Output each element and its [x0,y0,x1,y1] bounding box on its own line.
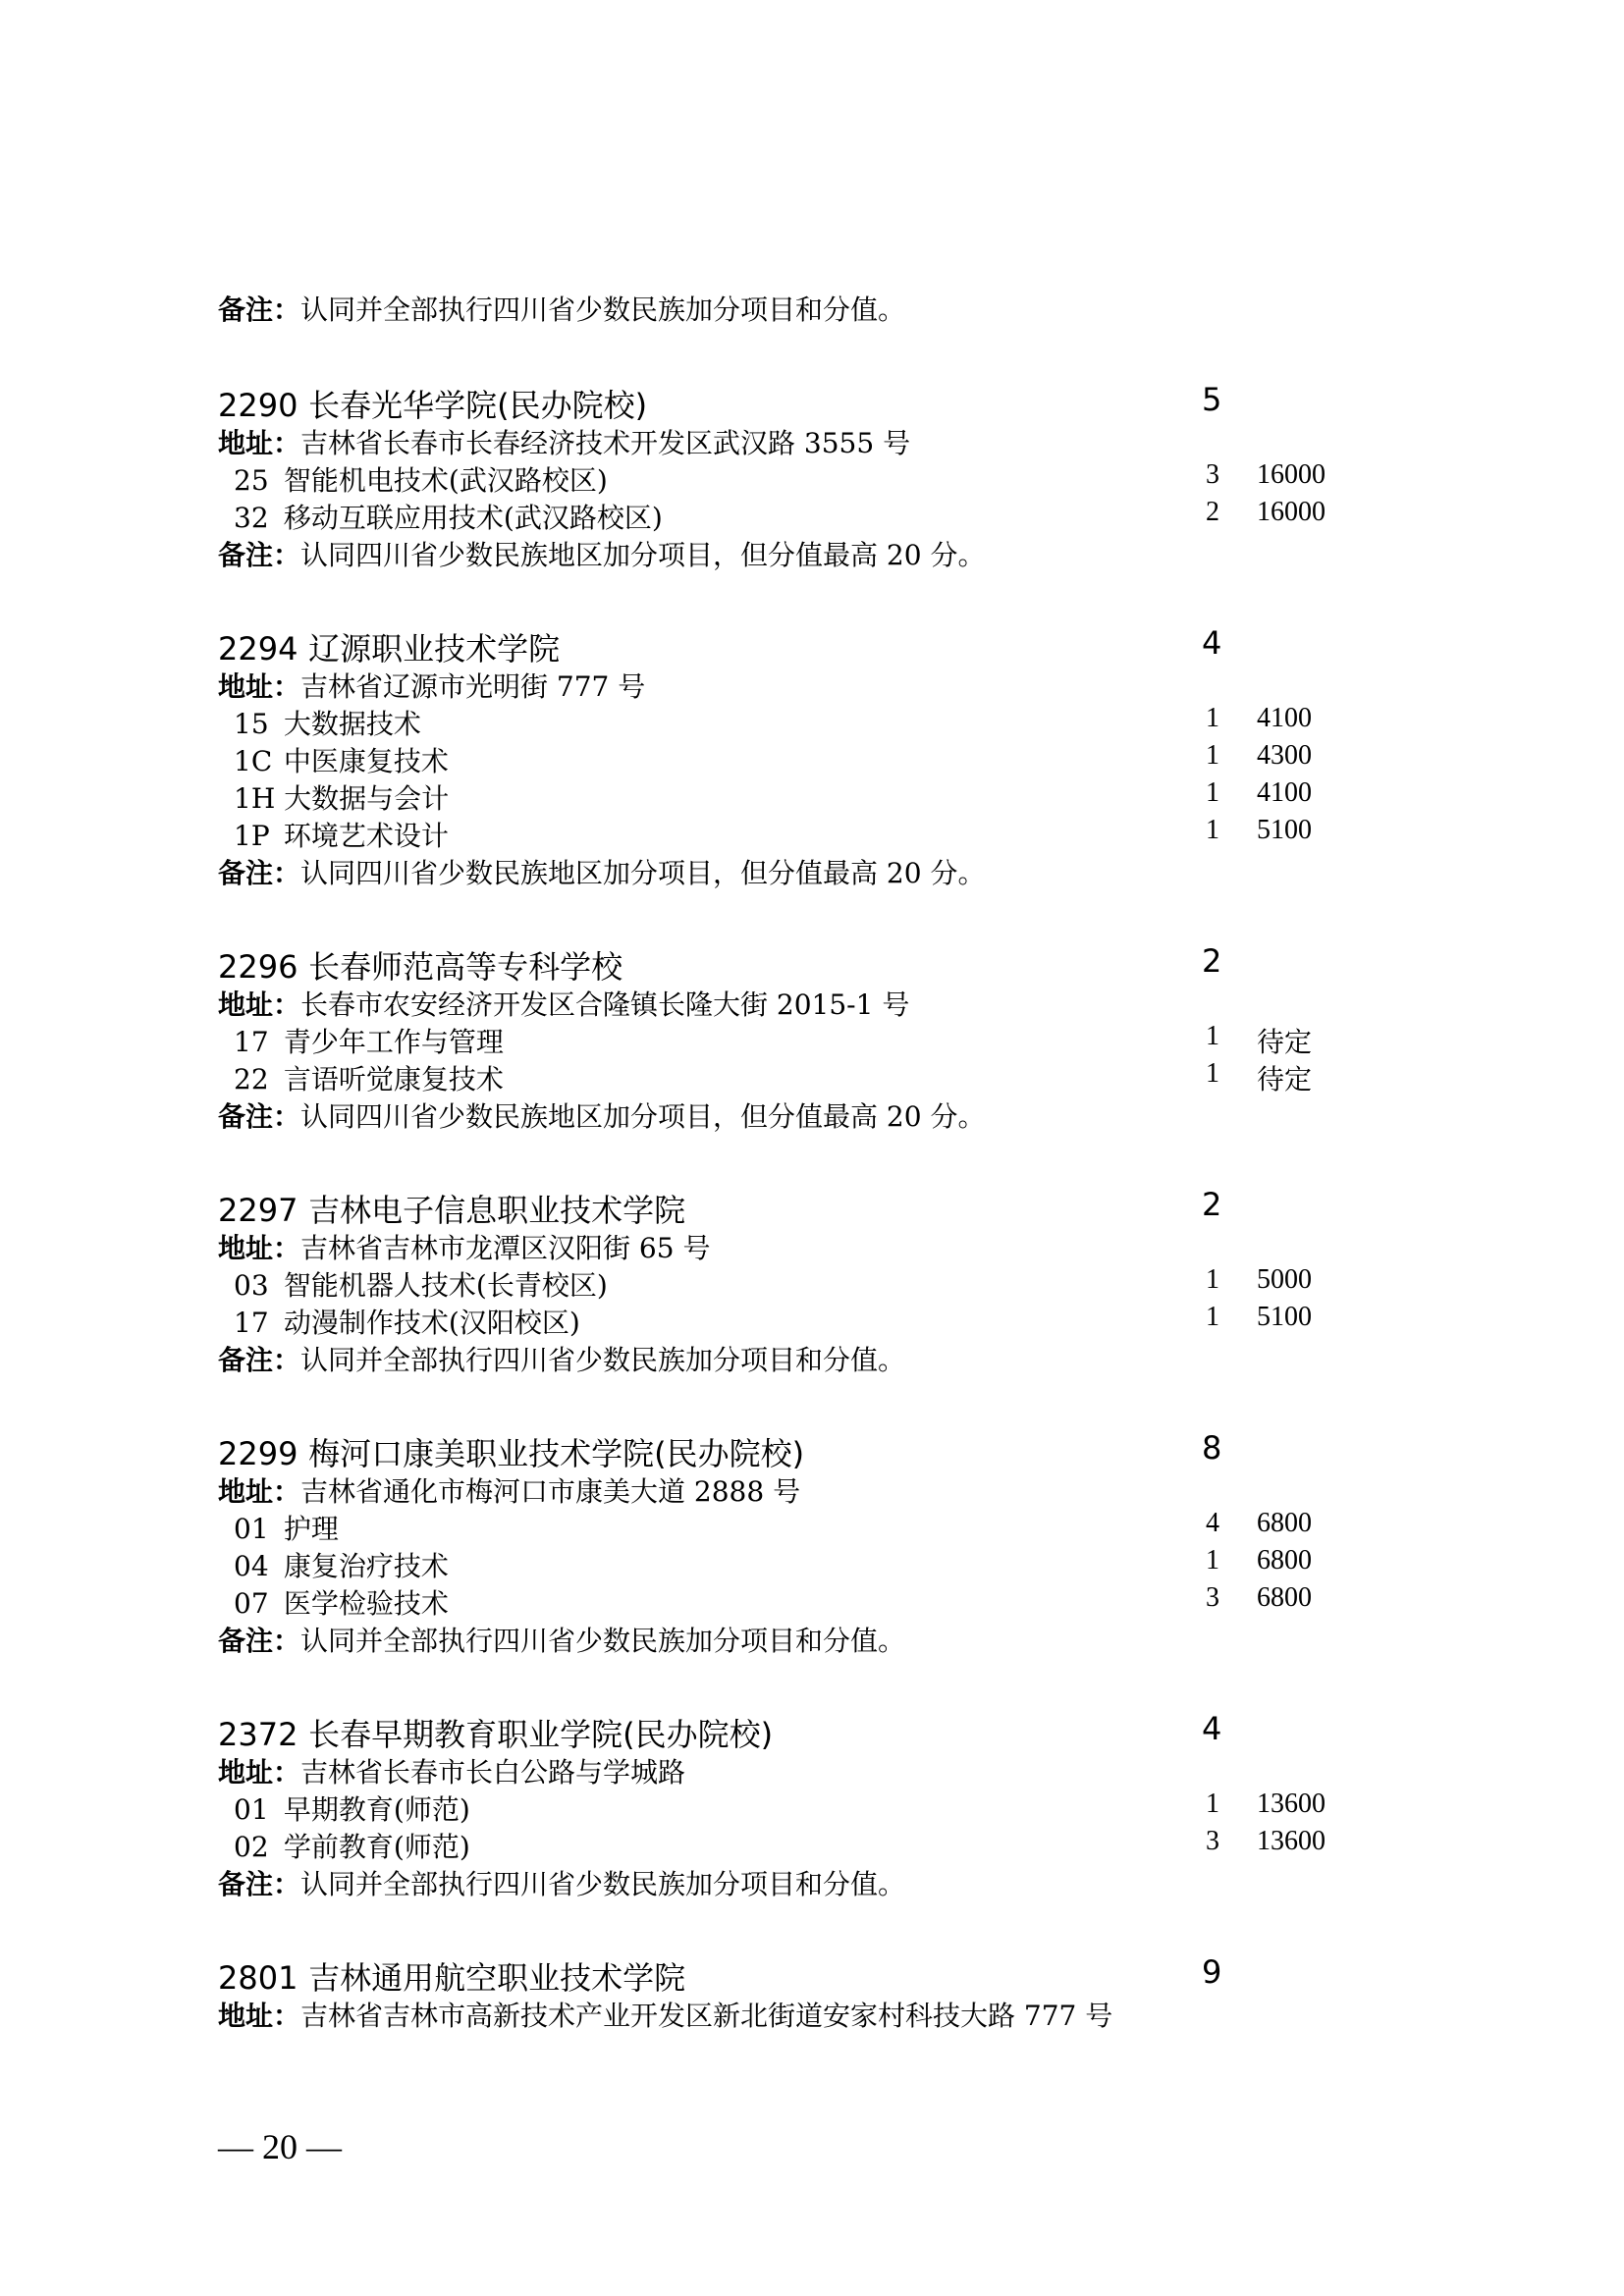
school-name: 辽源职业技术学院 [308,630,561,667]
major-fee: 5000 [1257,1264,1312,1295]
school-header [218,942,623,988]
major-name: 中医康复技术 [283,745,449,777]
major-name: 早期教育(师范) [283,1793,470,1826]
school-header [218,624,560,669]
major-count: 1 [1206,777,1219,808]
major-row [234,1302,580,1341]
school-quota: 8 [1202,1429,1222,1467]
major-name: 智能机器人技术(长青校区) [283,1269,608,1302]
major-code: 1P [234,820,270,852]
note-line [218,1095,985,1135]
address-text: 吉林省长春市长春经济技术开发区武汉路 3555 号 [300,427,911,459]
major-count: 1 [1206,1545,1219,1575]
school-code: 2372 [218,1716,298,1753]
major-row [234,740,449,779]
major-fee: 4100 [1257,703,1312,733]
address-label: 地址： [218,2000,301,2032]
address-text: 长春市农安经济开发区合隆镇长隆大街 2015-1 号 [300,988,910,1021]
note-text: 认同四川省少数民族地区加分项目，但分值最高 20 分。 [300,539,986,571]
major-name: 言语听觉康复技术 [283,1063,504,1095]
major-count: 2 [1206,497,1219,527]
major-row [234,1508,339,1547]
major-count: 3 [1206,1826,1219,1856]
school-header [218,1953,685,1999]
major-row [234,1789,470,1828]
major-name: 动漫制作技术(汉阳校区) [283,1307,580,1339]
major-row [234,1826,470,1865]
note-label: 备注： [218,1625,301,1657]
major-fee: 5100 [1257,1302,1312,1332]
major-name: 护理 [283,1513,339,1545]
major-fee: 4300 [1257,740,1312,771]
note-text: 认同四川省少数民族地区加分项目，但分值最高 20 分。 [300,857,986,889]
address-text: 吉林省吉林市高新技术产业开发区新北街道安家村科技大路 777 号 [300,2000,1113,2032]
major-fee: 13600 [1257,1826,1326,1856]
address-text: 吉林省辽源市光明街 777 号 [300,670,646,703]
school-quota: 4 [1202,1710,1222,1747]
school-header [218,1710,773,1755]
address-label: 地址： [218,1232,301,1264]
school-code: 2294 [218,630,298,667]
major-count: 1 [1206,815,1219,845]
address-line [218,666,645,705]
major-row [234,1582,449,1622]
school-header [218,1429,804,1474]
note-label: 备注： [218,857,301,889]
school-header [218,381,647,426]
major-code: 07 [234,1587,269,1620]
major-count: 4 [1206,1508,1219,1538]
note-line [218,1339,905,1378]
major-count: 1 [1206,703,1219,733]
school-name: 梅河口康美职业技术学院(民办院校) [308,1435,805,1472]
major-row [234,703,421,742]
school-name: 长春光华学院(民办院校) [308,387,648,424]
major-count: 1 [1206,1264,1219,1295]
school-code: 2290 [218,387,298,424]
major-count: 3 [1206,1582,1219,1613]
major-code: 04 [234,1550,269,1582]
school-header [218,1186,685,1231]
major-code: 1H [234,782,276,815]
major-code: 17 [234,1307,269,1339]
address-line [218,1470,800,1510]
major-name: 智能机电技术(武汉路校区) [283,464,608,497]
major-fee: 6800 [1257,1582,1312,1613]
major-count: 3 [1206,459,1219,490]
school-code: 2299 [218,1435,298,1472]
note-label: 备注： [218,1344,301,1376]
address-label: 地址： [218,988,301,1021]
major-name: 移动互联应用技术(武汉路校区) [283,502,663,534]
major-name: 大数据技术 [283,708,421,740]
major-count: 1 [1206,740,1219,771]
major-row [234,1264,608,1304]
address-text: 吉林省长春市长白公路与学城路 [300,1756,686,1789]
major-count: 1 [1206,1021,1219,1051]
major-row [234,497,663,536]
major-fee: 6800 [1257,1508,1312,1538]
major-fee: 5100 [1257,815,1312,845]
major-name: 学前教育(师范) [283,1831,470,1863]
major-count: 1 [1206,1058,1219,1089]
major-name: 康复治疗技术 [283,1550,449,1582]
address-text: 吉林省通化市梅河口市康美大道 2888 号 [300,1475,801,1508]
school-quota: 2 [1202,942,1222,980]
note-label: 备注： [218,294,301,326]
major-code: 32 [234,502,269,534]
note-line [218,852,985,891]
major-row [234,815,449,854]
major-row [234,1021,504,1060]
school-quota: 4 [1202,624,1222,662]
school-name: 吉林通用航空职业技术学院 [308,1959,686,1997]
address-line [218,1227,710,1266]
major-fee: 待定 [1257,1028,1313,1058]
major-fee: 16000 [1257,497,1326,527]
major-code: 03 [234,1269,269,1302]
major-fee: 16000 [1257,459,1326,490]
note-line [218,289,905,328]
note-label: 备注： [218,1868,301,1900]
major-count: 1 [1206,1789,1219,1819]
major-row [234,1058,504,1097]
address-text: 吉林省吉林市龙潭区汉阳街 65 号 [300,1232,711,1264]
note-text: 认同四川省少数民族地区加分项目，但分值最高 20 分。 [300,1100,986,1133]
major-count: 1 [1206,1302,1219,1332]
major-code: 1C [234,745,273,777]
address-label: 地址： [218,1756,301,1789]
major-fee: 13600 [1257,1789,1326,1819]
note-text: 认同并全部执行四川省少数民族加分项目和分值。 [300,294,906,326]
major-name: 医学检验技术 [283,1587,449,1620]
note-text: 认同并全部执行四川省少数民族加分项目和分值。 [300,1625,906,1657]
note-line [218,1863,905,1902]
address-label: 地址： [218,427,301,459]
major-name: 青少年工作与管理 [283,1026,504,1058]
major-code: 15 [234,708,269,740]
major-fee: 4100 [1257,777,1312,808]
note-line [218,1620,905,1659]
school-name: 长春早期教育职业学院(民办院校) [308,1716,774,1753]
school-code: 2296 [218,948,298,986]
major-code: 25 [234,464,269,497]
note-text: 认同并全部执行四川省少数民族加分项目和分值。 [300,1344,906,1376]
major-fee: 待定 [1257,1065,1313,1095]
major-row [234,459,608,499]
major-row [234,1545,449,1584]
school-quota: 2 [1202,1186,1222,1223]
major-code: 17 [234,1026,269,1058]
major-name: 环境艺术设计 [283,820,449,852]
note-text: 认同并全部执行四川省少数民族加分项目和分值。 [300,1868,906,1900]
note-label: 备注： [218,539,301,571]
address-line [218,1751,685,1790]
address-line [218,984,909,1023]
major-code: 01 [234,1513,269,1545]
address-line [218,422,910,461]
major-row [234,777,449,817]
major-fee: 6800 [1257,1545,1312,1575]
major-code: 02 [234,1831,269,1863]
address-label: 地址： [218,670,301,703]
major-code: 01 [234,1793,269,1826]
school-code: 2297 [218,1192,298,1229]
page-number: — 20 — [218,2127,342,2166]
school-quota: 5 [1202,381,1222,418]
note-line [218,534,985,573]
major-name: 大数据与会计 [284,782,450,815]
school-name: 吉林电子信息职业技术学院 [308,1192,686,1229]
note-label: 备注： [218,1100,301,1133]
major-code: 22 [234,1063,269,1095]
school-code: 2801 [218,1959,298,1997]
address-label: 地址： [218,1475,301,1508]
address-line [218,1995,1112,2034]
school-quota: 9 [1202,1953,1222,1991]
school-name: 长春师范高等专科学校 [308,948,623,986]
